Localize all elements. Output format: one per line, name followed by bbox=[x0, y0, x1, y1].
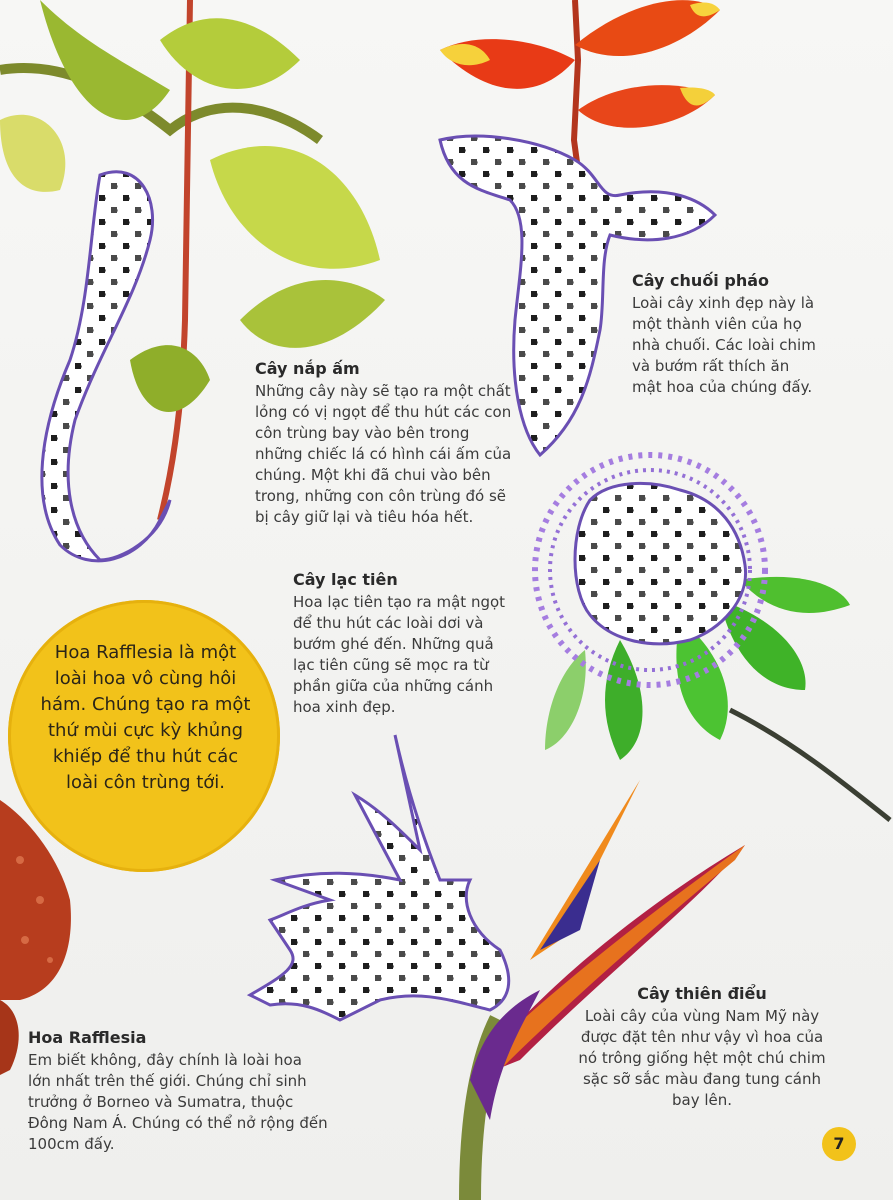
section-nap-am bbox=[255, 358, 520, 528]
section-title: Cây lạc tiên bbox=[293, 570, 398, 589]
section-text: Loài cây của vùng Nam Mỹ này được đặt tên như vậy vì hoa của nó trông giống hệt một chú chim sặc sỡ sắc màu đang tung cánh bay lên. bbox=[578, 1007, 826, 1109]
section-title: Cây thiên điểu bbox=[637, 984, 767, 1003]
section-text: Em biết không, đây chính là loài hoa lớn nhất trên thế giới. Chúng chỉ sinh trưởng ở Borneo và Sumatra, thuộc Đông Nam Á. Chúng có thể nở rộng đến 100cm đấy. bbox=[28, 1051, 328, 1153]
section-title: Cây nắp ấm bbox=[255, 359, 360, 378]
section-chuoi-phao bbox=[632, 270, 817, 398]
section-text: Những cây này sẽ tạo ra một chất lỏng có vị ngọt để thu hút các con côn trùng bay vào bên trong những chiếc lá có hình cái ấm của chúng. Một khi đã chui vào bên trong, những con côn trùng đó sẽ bị cây giữ lại và tiêu hóa hết. bbox=[255, 382, 512, 526]
section-rafflesia bbox=[28, 1027, 328, 1155]
section-thien-dieu bbox=[577, 983, 827, 1111]
section-text: Loài cây xinh đẹp này là một thành viên của họ nhà chuối. Các loài chim và bướm rất thích ăn mật hoa của chúng đấy. bbox=[632, 294, 816, 396]
section-text: Hoa lạc tiên tạo ra mật ngọt để thu hút các loài dơi và bướm ghé đến. Những quả lạc tiên cũng sẽ mọc ra từ phần giữa của những cánh hoa xinh đẹp. bbox=[293, 593, 506, 716]
bubble-text: Hoa Rafflesia là một loài hoa vô cùng hôi hám. Chúng tạo ra một thứ mùi cực kỳ khủng khiếp để thu hút các loài côn trùng tới. bbox=[40, 642, 251, 793]
section-title: Hoa Rafflesia bbox=[28, 1028, 147, 1047]
section-lac-tien bbox=[293, 569, 513, 718]
section-title: Cây chuối pháo bbox=[632, 271, 769, 290]
passion-flower-image bbox=[535, 455, 890, 820]
rafflesia-fact-bubble bbox=[8, 600, 280, 872]
page-number: 7 bbox=[822, 1127, 856, 1161]
